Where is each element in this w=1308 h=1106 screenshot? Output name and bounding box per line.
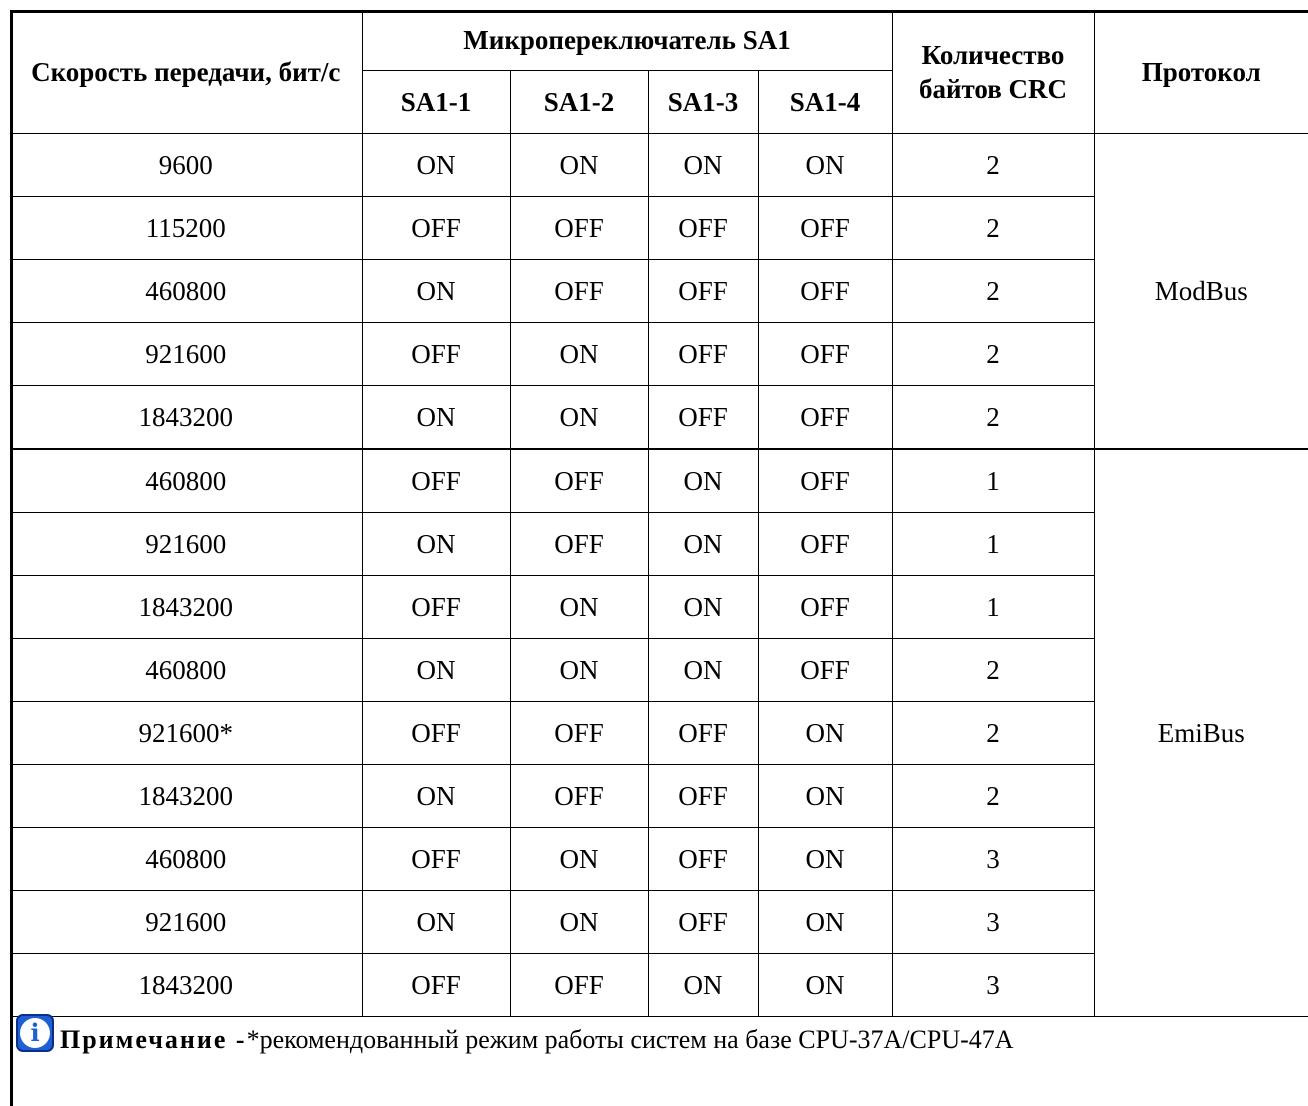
header-sa1-1: SA1-1 bbox=[362, 71, 510, 134]
cell-speed: 1843200 bbox=[10, 954, 362, 1017]
cell-sa1-2: ON bbox=[510, 386, 648, 450]
cell-sa1-2: OFF bbox=[510, 449, 648, 513]
cell-sa1-4: OFF bbox=[758, 449, 892, 513]
cell-sa1-2: OFF bbox=[510, 954, 648, 1017]
cell-crc: 1 bbox=[892, 513, 1094, 576]
cell-sa1-4: ON bbox=[758, 702, 892, 765]
header-sa1-4: SA1-4 bbox=[758, 71, 892, 134]
cell-sa1-2: ON bbox=[510, 576, 648, 639]
header-speed: Скорость передачи, бит/с bbox=[10, 10, 362, 134]
cell-crc: 3 bbox=[892, 954, 1094, 1017]
cell-sa1-4: OFF bbox=[758, 639, 892, 702]
cell-speed: 1843200 bbox=[10, 576, 362, 639]
cell-sa1-1: OFF bbox=[362, 954, 510, 1017]
cell-sa1-4: OFF bbox=[758, 513, 892, 576]
cell-sa1-4: OFF bbox=[758, 260, 892, 323]
cell-sa1-1: ON bbox=[362, 639, 510, 702]
cell-sa1-2: OFF bbox=[510, 197, 648, 260]
cell-sa1-1: OFF bbox=[362, 576, 510, 639]
header-sa1-3: SA1-3 bbox=[648, 71, 758, 134]
cell-sa1-3: ON bbox=[648, 639, 758, 702]
cell-sa1-2: ON bbox=[510, 323, 648, 386]
cell-sa1-3: ON bbox=[648, 954, 758, 1017]
table-row bbox=[10, 134, 1308, 197]
cell-sa1-3: ON bbox=[648, 576, 758, 639]
cell-sa1-2: OFF bbox=[510, 765, 648, 828]
cell-protocol: EmiBus bbox=[1094, 449, 1308, 1017]
info-icon: i bbox=[16, 1014, 54, 1052]
cell-sa1-3: ON bbox=[648, 134, 758, 197]
cell-crc: 1 bbox=[892, 449, 1094, 513]
header-sa1-2: SA1-2 bbox=[510, 71, 648, 134]
cell-crc: 2 bbox=[892, 386, 1094, 450]
cell-sa1-2: OFF bbox=[510, 260, 648, 323]
cell-sa1-2: ON bbox=[510, 891, 648, 954]
cell-sa1-3: OFF bbox=[648, 765, 758, 828]
cell-sa1-2: OFF bbox=[510, 513, 648, 576]
cell-speed: 1843200 bbox=[10, 386, 362, 450]
cell-speed: 115200 bbox=[10, 197, 362, 260]
cell-crc: 2 bbox=[892, 260, 1094, 323]
cell-speed: 460800 bbox=[10, 639, 362, 702]
header-protocol: Протокол bbox=[1094, 10, 1308, 134]
cell-sa1-2: ON bbox=[510, 639, 648, 702]
cell-sa1-3: OFF bbox=[648, 260, 758, 323]
cell-sa1-4: ON bbox=[758, 134, 892, 197]
cell-sa1-1: OFF bbox=[362, 197, 510, 260]
cell-sa1-4: OFF bbox=[758, 576, 892, 639]
cell-sa1-3: OFF bbox=[648, 702, 758, 765]
header-crc: Количество байтов CRC bbox=[892, 10, 1094, 134]
cell-sa1-2: ON bbox=[510, 828, 648, 891]
cell-speed: 9600 bbox=[10, 134, 362, 197]
cell-sa1-1: ON bbox=[362, 891, 510, 954]
cell-sa1-3: OFF bbox=[648, 891, 758, 954]
cell-sa1-4: OFF bbox=[758, 323, 892, 386]
cell-speed: 921600 bbox=[10, 513, 362, 576]
cell-speed: 460800 bbox=[10, 260, 362, 323]
cell-sa1-1: OFF bbox=[362, 449, 510, 513]
cell-sa1-1: ON bbox=[362, 765, 510, 828]
cell-sa1-4: ON bbox=[758, 891, 892, 954]
note bbox=[16, 1018, 1014, 1062]
cell-sa1-4: OFF bbox=[758, 197, 892, 260]
cell-sa1-3: ON bbox=[648, 513, 758, 576]
cell-sa1-4: ON bbox=[758, 765, 892, 828]
cell-crc: 3 bbox=[892, 828, 1094, 891]
note-text: *рекомендованный режим работы систем на базе CPU-37A/CPU-47A bbox=[246, 1025, 1014, 1054]
cell-sa1-1: OFF bbox=[362, 323, 510, 386]
cell-speed: 460800 bbox=[10, 828, 362, 891]
cell-crc: 2 bbox=[892, 197, 1094, 260]
cell-sa1-2: ON bbox=[510, 134, 648, 197]
cell-sa1-3: OFF bbox=[648, 323, 758, 386]
cell-crc: 3 bbox=[892, 891, 1094, 954]
cell-sa1-4: ON bbox=[758, 828, 892, 891]
cell-sa1-3: OFF bbox=[648, 828, 758, 891]
header-switch-group: Микропереключатель SA1 bbox=[362, 10, 892, 71]
cell-speed: 921600 bbox=[10, 323, 362, 386]
cell-crc: 2 bbox=[892, 765, 1094, 828]
table-row bbox=[10, 449, 1308, 513]
cell-sa1-1: OFF bbox=[362, 828, 510, 891]
table-body bbox=[10, 134, 1308, 1017]
cell-speed: 1843200 bbox=[10, 765, 362, 828]
cell-sa1-1: OFF bbox=[362, 702, 510, 765]
baud-rate-table bbox=[10, 10, 1308, 1017]
cell-protocol: ModBus bbox=[1094, 134, 1308, 450]
cell-sa1-1: ON bbox=[362, 134, 510, 197]
cell-sa1-1: ON bbox=[362, 386, 510, 450]
cell-sa1-1: ON bbox=[362, 260, 510, 323]
cell-sa1-2: OFF bbox=[510, 702, 648, 765]
cell-sa1-4: OFF bbox=[758, 386, 892, 450]
cell-sa1-1: ON bbox=[362, 513, 510, 576]
cell-speed: 460800 bbox=[10, 449, 362, 513]
cell-sa1-4: ON bbox=[758, 954, 892, 1017]
cell-sa1-3: OFF bbox=[648, 197, 758, 260]
cell-crc: 2 bbox=[892, 639, 1094, 702]
cell-speed: 921600* bbox=[10, 702, 362, 765]
cell-crc: 2 bbox=[892, 702, 1094, 765]
cell-crc: 1 bbox=[892, 576, 1094, 639]
cell-sa1-3: ON bbox=[648, 449, 758, 513]
note-label: Примечание - bbox=[60, 1025, 247, 1054]
cell-crc: 2 bbox=[892, 134, 1094, 197]
cell-sa1-3: OFF bbox=[648, 386, 758, 450]
cell-speed: 921600 bbox=[10, 891, 362, 954]
cell-crc: 2 bbox=[892, 323, 1094, 386]
